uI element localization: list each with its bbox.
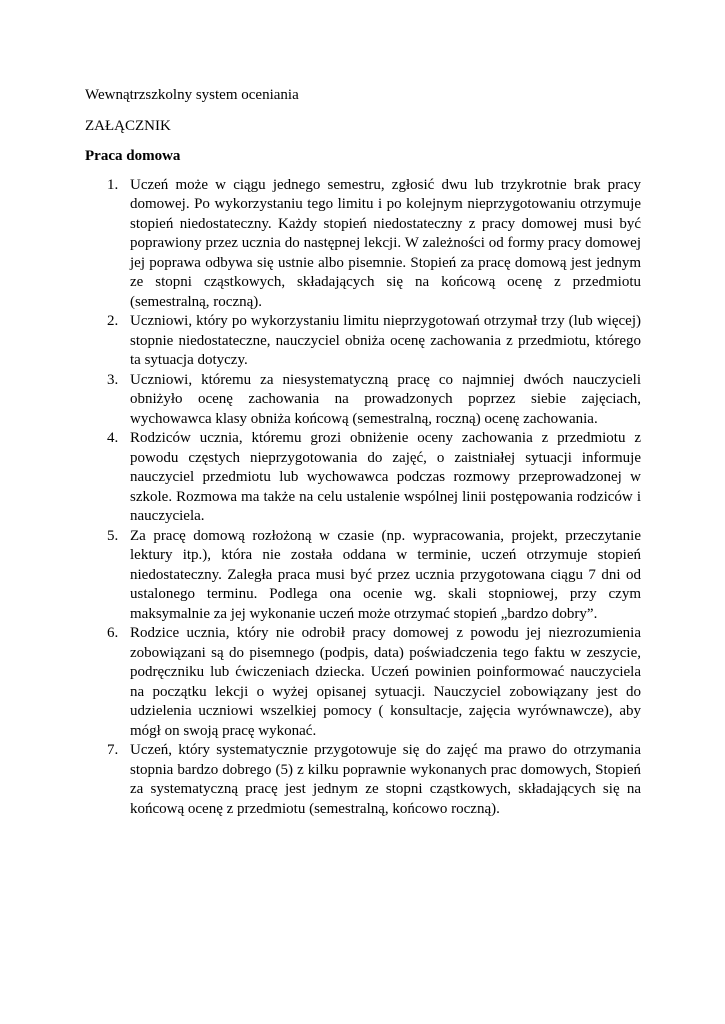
list-item [85, 176, 641, 313]
list-item-number: 1. [107, 176, 119, 193]
section-heading: Praca domowa [85, 148, 181, 164]
list-item-text: Uczeń może w ciągu jednego semestru, zgłosić dwu lub trzykrotnie brak pracy domowej. Po wykorzystaniu tego limitu i po kolejnym nieprzygotowaniu otrzymuje stopień niedostateczny. Każdy stopień niedostateczny z pracy domowej musi być poprawiony przez ucznia do następnej lekcji. W zależności od formy pracy domowej jej poprawa odbywa się ustnie albo pisemnie. Stopień za pracę domową jest jednym ze stopni cząstkowych, składających się na końcową ocenę z przedmiotu (semestralną, roczną). [130, 176, 641, 310]
list-item-number: 5. [107, 527, 119, 544]
list-item-number: 7. [107, 742, 119, 758]
list-item [85, 312, 641, 371]
list-item-text: Za pracę domową rozłożoną w czasie (np. wypracowania, projekt, przeczytanie lektury itp.), która nie została oddana w terminie, uczeń otrzymuje stopień niedostateczny. Zaległa praca musi być przez ucznia przygotowana ciągu 7 dni od ustalonego terminu. Podlega ona ocenie wg. skali stopniowej, przy czym maksymalnie za jej wykonanie uczeń może otrzymać stopień „bardzo dobry”. [130, 527, 641, 622]
list-item [85, 527, 641, 625]
list-item-text: Uczniowi, który po wykorzystaniu limitu nieprzygotowań otrzymał trzy (lub więcej) stopnie niedostateczne, nauczyciel obniża ocenę zachowania z przedmiotu, którego ta sytuacja dotyczy. [130, 313, 641, 368]
document-title: Wewnątrzszkolny system oceniania [85, 87, 299, 103]
list-item-number: 2. [107, 313, 119, 329]
list-item-text: Uczeń, który systematycznie przygotowuje się do zajęć ma prawo do otrzymania stopnia bardzo dobrego (5) z kilku poprawnie wykonanych prac domowych, Stopień za systematyczną pracę jest jednym ze stopni cząstkowych, składających się na końcową ocenę z przedmiotu (semestralną, końcowo roczną). [130, 742, 641, 817]
list-item-text: Rodziców ucznia, któremu grozi obniżenie oceny zachowania z przedmiotu z powodu częstych nieprzygotowania do zajęć, o zaistniałej sytuacji informuje nauczyciel przedmiotu lub wychowawca podczas rozmowy przeprowadzonej w szkole. Rozmowa ma także na celu ustalenie wspólnej linii postępowania rodziców i nauczyciela. [130, 430, 641, 524]
list-item [85, 371, 641, 430]
annex-label: ZAŁĄCZNIK [85, 117, 171, 134]
list-item [85, 429, 641, 527]
list-item-number: 4. [107, 430, 119, 446]
list-item-number: 6. [107, 625, 119, 641]
document-content [85, 86, 641, 819]
list-item-text: Rodzice ucznia, który nie odrobił pracy domowej z powodu jej niezrozumienia zobowiązani są do pisemnego (podpis, data) poświadczenia tego faktu w zeszycie, podręczniku lub ćwiczeniach dziecka. Uczeń powinien poinformować nauczyciela na początku lekcji o wyżej opisanej sytuacji. Nauczyciel zobowiązany jest do udzielenia uczniowi wszelkiej pomocy ( konsultacje, zajęcia wyrównawcze), aby mógł on swoją pracę wykonać. [130, 625, 641, 739]
list-item [85, 741, 641, 819]
list-item-number: 3. [107, 371, 119, 388]
list-item [85, 624, 641, 741]
rules-list [85, 176, 641, 820]
list-item-text: Uczniowi, któremu za niesystematyczną pracę co najmniej dwóch nauczycieli obniżyło ocenę zachowania na prowadzonych poprzez siebie zajęciach, wychowawca klasy obniża końcową (semestralną, roczną) ocenę zachowania. [130, 371, 641, 427]
